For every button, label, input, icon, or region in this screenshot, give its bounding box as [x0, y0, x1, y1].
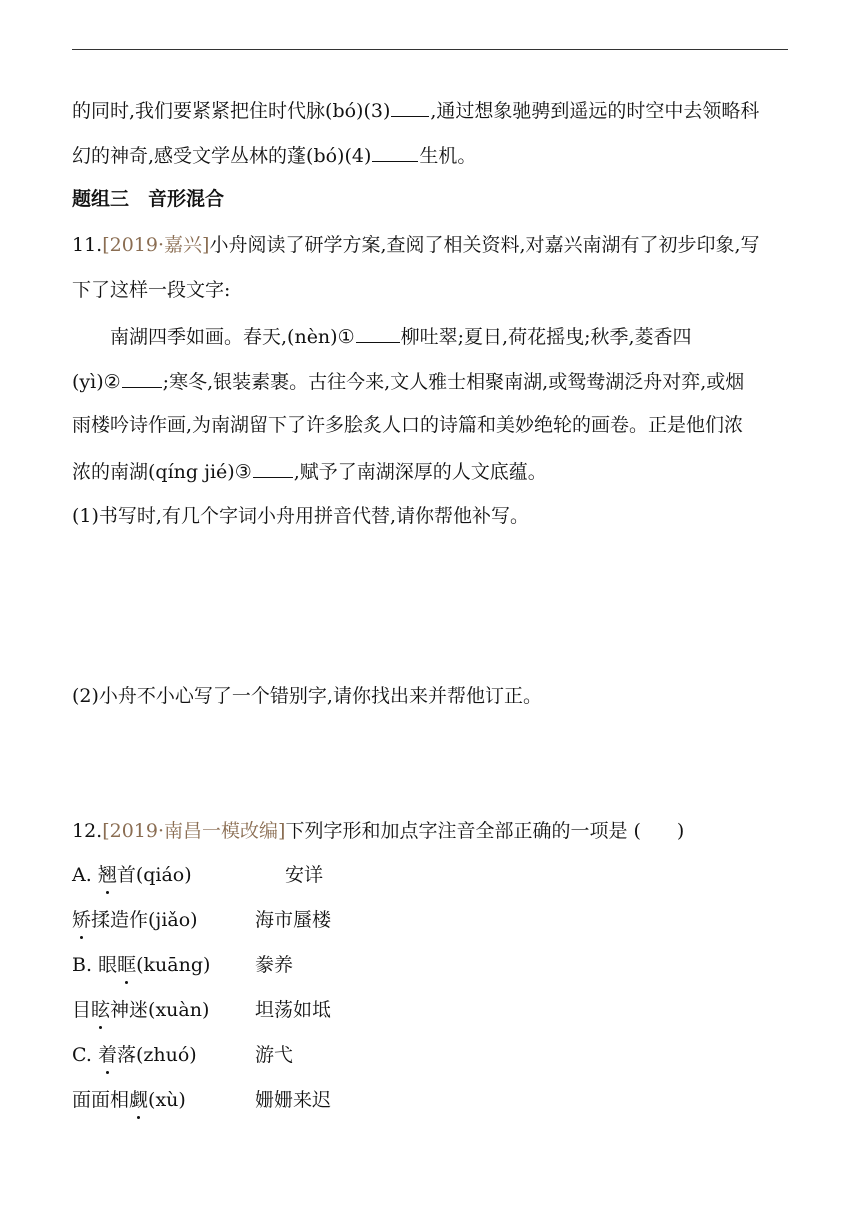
answer-blank-3[interactable] [253, 457, 293, 478]
question-stem: 小舟阅读了研学方案,查阅了相关资料,对嘉兴南湖有了初步印象,写 [209, 234, 760, 256]
text-segment: (yì)② [72, 371, 121, 393]
text-segment: 浓的南湖(qíng jié)③ [72, 461, 252, 483]
question-stem: 下列字形和加点字注音全部正确的一项是 ( [285, 820, 641, 842]
text-segment: (kuāng) [136, 954, 211, 976]
text-segment: 面面相 [72, 1089, 130, 1111]
q11-passage-line-1 [110, 322, 692, 350]
paren-close: ) [676, 820, 685, 842]
text-segment: 的同时,我们要紧紧把住时代脉(bó)(3) [72, 100, 391, 122]
text-segment: 神迷(xuàn) [110, 999, 210, 1021]
option-b-word-2: 豢养 [255, 954, 294, 976]
answer-blank-4[interactable] [372, 141, 418, 162]
q11-stem-line-2: 下了这样一段文字: [72, 279, 231, 301]
option-b-row-2 [72, 997, 209, 1023]
paragraph-line-1 [72, 96, 759, 124]
q11-passage-line-4 [72, 457, 547, 485]
text-segment: ,通过想象驰骋到遥远的时空中去领略科 [430, 100, 760, 122]
option-a-row-2 [72, 907, 198, 933]
question-number: 11. [72, 234, 103, 256]
question-source: [2019·嘉兴] [102, 234, 210, 256]
option-label: C. [72, 1044, 92, 1066]
option-c-row-2 [72, 1087, 186, 1113]
option-c-word-2: 游弋 [255, 1044, 294, 1066]
question-number: 12. [72, 820, 103, 842]
answer-blank-3[interactable] [391, 96, 429, 117]
dotted-char: 眶 [117, 954, 137, 976]
option-b-word-4: 坦荡如坻 [255, 999, 332, 1021]
text-segment: (xù) [148, 1089, 186, 1111]
dotted-char: 矫 [72, 909, 92, 931]
q11-stem-line-1 [72, 232, 760, 258]
dotted-char: 着 [97, 1044, 117, 1066]
q11-subquestion-2: (2)小舟不小心写了一个错别字,请你找出来并帮他订正。 [72, 685, 542, 707]
text-segment: 生机。 [419, 145, 477, 167]
answer-blank-1[interactable] [356, 322, 400, 343]
dotted-char: 眩 [91, 999, 111, 1021]
text-segment: 幻的神奇,感受文学丛林的蓬(bó)(4) [72, 145, 372, 167]
section-heading: 题组三 音形混合 [72, 188, 225, 210]
option-c-row-1 [72, 1042, 197, 1068]
q12-stem [72, 818, 684, 844]
answer-blank-2[interactable] [122, 367, 162, 388]
text-segment: 首(qiáo) [116, 864, 192, 886]
text-segment: ;寒冬,银装素裹。古往今来,文人雅士相聚南湖,或鸳鸯湖泛舟对弈,或烟 [162, 371, 745, 393]
text-segment: ,赋予了南湖深厚的人文底蕴。 [293, 461, 547, 483]
q11-passage-line-2 [72, 367, 744, 395]
option-b-row-1 [72, 952, 210, 978]
header-rule [72, 49, 788, 50]
option-a-row-1 [72, 862, 192, 888]
text-segment: 目 [72, 999, 92, 1021]
q11-passage-line-3: 雨楼吟诗作画,为南湖留下了许多脍炙人口的诗篇和美妙绝轮的画卷。正是他们浓 [72, 414, 744, 436]
text-segment: 揉造作(jiǎo) [91, 909, 198, 931]
question-source: [2019·南昌一模改编] [102, 820, 286, 842]
text-segment: 眼 [98, 954, 118, 976]
option-c-word-4: 姗姗来迟 [255, 1089, 332, 1111]
option-a-word-4: 海市蜃楼 [255, 909, 332, 931]
option-a-word-2: 安详 [285, 864, 324, 886]
q11-subquestion-1: (1)书写时,有几个字词小舟用拼音代替,请你帮他补写。 [72, 505, 529, 527]
text-segment: 柳吐翠;夏日,荷花摇曳;秋季,菱香四 [400, 326, 692, 348]
paragraph-line-2 [72, 141, 476, 169]
option-label: B. [72, 954, 93, 976]
text-segment: 南湖四季如画。春天,(nèn)① [110, 326, 355, 348]
option-label: A. [72, 864, 92, 886]
text-segment: 落(zhuó) [116, 1044, 197, 1066]
dotted-char: 觑 [129, 1089, 149, 1111]
dotted-char: 翘 [97, 864, 117, 886]
